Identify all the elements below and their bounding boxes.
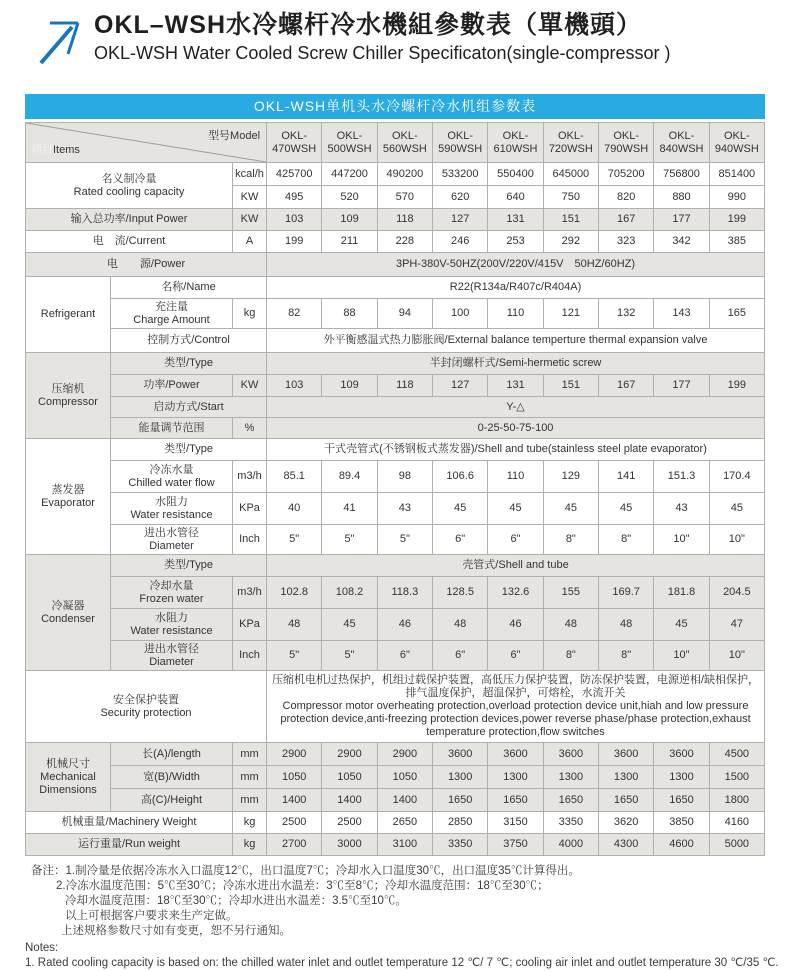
unit-cell: mm xyxy=(233,743,267,766)
value-cell: 3600 xyxy=(654,743,709,766)
value-cell: 1400 xyxy=(377,789,432,812)
value-cell: 143 xyxy=(654,299,709,329)
value-cell: 4000 xyxy=(543,834,598,856)
value-cell: 570 xyxy=(377,186,432,209)
value-cell: 167 xyxy=(599,209,654,231)
model-header-cell: OKL- 790WSH xyxy=(599,123,654,163)
row-label-diameter: 进出水管径 Diameter xyxy=(111,641,233,671)
value-cell: 1650 xyxy=(543,789,598,812)
notes-zh xyxy=(25,864,785,939)
items-label: 项目Items xyxy=(31,144,80,156)
value-cell: 132.6 xyxy=(488,577,543,609)
value-cell: 550400 xyxy=(488,163,543,186)
value-cell: 447200 xyxy=(322,163,377,186)
value-cell: 8" xyxy=(543,525,598,555)
unit-cell: Inch xyxy=(233,641,267,671)
model-header-cell: OKL- 840WSH xyxy=(654,123,709,163)
value-cell: 520 xyxy=(322,186,377,209)
row-label-power-supply: 电 源/Power xyxy=(26,253,267,277)
value-cell: 3350 xyxy=(543,812,598,834)
value-cell: 1650 xyxy=(599,789,654,812)
value-cell: 3350 xyxy=(433,834,488,856)
value-cell: 127 xyxy=(433,209,488,231)
value-cell: 43 xyxy=(377,493,432,525)
value-cell: 132 xyxy=(599,299,654,329)
unit-cell: KW xyxy=(233,186,267,209)
value-cell: 620 xyxy=(433,186,488,209)
unit-cell: KW xyxy=(233,209,267,231)
value-cell: 108.2 xyxy=(322,577,377,609)
row-label-charge-amount: 充注量 Charge Amount xyxy=(111,299,233,329)
arrow-up-right-icon xyxy=(36,10,94,73)
value-cell: 8" xyxy=(543,641,598,671)
value-cell: 5" xyxy=(322,641,377,671)
value-cell: 8" xyxy=(599,641,654,671)
value-cell: 165 xyxy=(709,299,764,329)
row-label-input-power: 输入总功率/Input Power xyxy=(26,209,233,231)
value-cell: 292 xyxy=(543,231,598,253)
value-cell: 3600 xyxy=(433,743,488,766)
value-cell: 43 xyxy=(654,493,709,525)
value-cell: 46 xyxy=(488,609,543,641)
value-cell: 118.3 xyxy=(377,577,432,609)
value-cell: 5" xyxy=(377,525,432,555)
value-cell: 5000 xyxy=(709,834,764,856)
row-label-machinery-weight: 机械重量/Machinery Weight xyxy=(26,812,233,834)
spec-table xyxy=(25,122,765,856)
unit-cell: kg xyxy=(233,834,267,856)
model-header-cell: OKL- 500WSH xyxy=(322,123,377,163)
value-cell: 4160 xyxy=(709,812,764,834)
unit-cell: m3/h xyxy=(233,461,267,493)
row-label-name: 名称/Name xyxy=(111,277,267,299)
value-cell: 880 xyxy=(654,186,709,209)
value-cell: 1050 xyxy=(322,766,377,789)
value-cell: 5" xyxy=(322,525,377,555)
span-value: R22(R134a/R407c/R404A) xyxy=(267,277,765,299)
row-label-current: 电 流/Current xyxy=(26,231,233,253)
value-cell: 106.6 xyxy=(433,461,488,493)
notes-en-label: Notes: xyxy=(25,942,59,954)
span-value: 0-25-50-75-100 xyxy=(267,418,765,439)
model-label: 型号Model xyxy=(208,130,261,142)
value-cell: 110 xyxy=(488,299,543,329)
note-line-zh: 备注：1.制冷量是依据冷冻水入口温度12℃，出口温度7℃；冷却水入口温度30℃，出口温度35℃计算得出。 xyxy=(31,865,580,877)
value-cell: 851400 xyxy=(709,163,764,186)
unit-cell: m3/h xyxy=(233,577,267,609)
value-cell: 155 xyxy=(543,577,598,609)
note-line-zh: 2.冷冻水温度范围：5℃至30℃；冷冻水进出水温差：3℃至8℃；冷却水温度范围：18℃至30℃； xyxy=(56,880,549,892)
value-cell: 750 xyxy=(543,186,598,209)
value-cell: 1800 xyxy=(709,789,764,812)
value-cell: 199 xyxy=(709,209,764,231)
page-header xyxy=(0,0,790,73)
group-label-evaporator: 蒸发器 Evaporator xyxy=(26,439,111,555)
value-cell: 45 xyxy=(709,493,764,525)
titles xyxy=(94,10,671,65)
value-cell: 323 xyxy=(599,231,654,253)
row-label-water-resistance: 水阻力 Water resistance xyxy=(111,493,233,525)
value-cell: 1650 xyxy=(488,789,543,812)
note-line-en: 1. Rated cooling capacity is based on: the chilled water inlet and outlet temperature 12 ℃/ 7 ℃; cooling air inlet and outlet temperature 30 ℃/35 ℃. xyxy=(25,957,779,969)
value-cell: 94 xyxy=(377,299,432,329)
group-label-mechanical-dimensions: 机械尺寸 Mechanical Dimensions xyxy=(26,743,111,812)
value-cell: 246 xyxy=(433,231,488,253)
value-cell: 490200 xyxy=(377,163,432,186)
value-cell: 131 xyxy=(488,375,543,397)
value-cell: 1050 xyxy=(377,766,432,789)
row-label-water-resistance: 水阻力 Water resistance xyxy=(111,609,233,641)
value-cell: 82 xyxy=(267,299,322,329)
row-label-control: 控制方式/Control xyxy=(111,329,267,353)
value-cell: 45 xyxy=(322,609,377,641)
row-label-capacity-control: 能量调节范围 xyxy=(111,418,233,439)
value-cell: 1400 xyxy=(267,789,322,812)
value-cell: 45 xyxy=(433,493,488,525)
value-cell: 6" xyxy=(433,525,488,555)
value-cell: 131 xyxy=(488,209,543,231)
value-cell: 645000 xyxy=(543,163,598,186)
model-header-cell: OKL- 590WSH xyxy=(433,123,488,163)
value-cell: 40 xyxy=(267,493,322,525)
note-line-zh: 上述规格参数尺寸如有变更，恕不另行通知。 xyxy=(61,925,291,937)
value-cell: 2700 xyxy=(267,834,322,856)
value-cell: 4600 xyxy=(654,834,709,856)
value-cell: 151 xyxy=(543,375,598,397)
value-cell: 1300 xyxy=(654,766,709,789)
note-line-zh: 以上可根据客户要求来生产定做。 xyxy=(65,910,238,922)
value-cell: 128.5 xyxy=(433,577,488,609)
security-protection-text: 压缩机电机过热保护，机组过载保护装置，高低压力保护装置，防冻保护装置，电源逆相/缺相保护，排气温度保护，超温保护，可熔栓，水流开关 Compressor motor overheating protection,overload protection device unit,hiah and low pressure protection device,anti-freezing protection devices,power reverse phase/phase protection,exhaust temperature protection,flow switches xyxy=(267,671,765,743)
row-label-type: 类型/Type xyxy=(111,555,267,577)
value-cell: 1650 xyxy=(433,789,488,812)
value-cell: 169.7 xyxy=(599,577,654,609)
value-cell: 1050 xyxy=(267,766,322,789)
value-cell: 85.1 xyxy=(267,461,322,493)
row-label-security-protection: 安全保护装置 Security protection xyxy=(26,671,267,743)
value-cell: 2900 xyxy=(377,743,432,766)
span-value: 半封闭螺杆式/Semi-hermetic screw xyxy=(267,353,765,375)
value-cell: 253 xyxy=(488,231,543,253)
value-cell: 1300 xyxy=(599,766,654,789)
span-value: 外平衡感温式热力膨胀阀/External balance temperture thermal expansion valve xyxy=(267,329,765,353)
value-cell: 110 xyxy=(488,461,543,493)
value-cell: 6" xyxy=(488,525,543,555)
model-header-cell: OKL- 470WSH xyxy=(267,123,322,163)
row-label-comp-power: 功率/Power xyxy=(111,375,233,397)
value-cell: 170.4 xyxy=(709,461,764,493)
value-cell: 3600 xyxy=(543,743,598,766)
value-cell: 756800 xyxy=(654,163,709,186)
value-cell: 2650 xyxy=(377,812,432,834)
value-cell: 45 xyxy=(488,493,543,525)
value-cell: 385 xyxy=(709,231,764,253)
model-header-cell: OKL- 940WSH xyxy=(709,123,764,163)
value-cell: 45 xyxy=(599,493,654,525)
value-cell: 3620 xyxy=(599,812,654,834)
value-cell: 121 xyxy=(543,299,598,329)
value-cell: 1650 xyxy=(654,789,709,812)
row-label-diameter: 进出水管径 Diameter xyxy=(111,525,233,555)
value-cell: 10" xyxy=(654,641,709,671)
value-cell: 4300 xyxy=(599,834,654,856)
value-cell: 48 xyxy=(599,609,654,641)
value-cell: 1400 xyxy=(322,789,377,812)
group-label-compressor: 压缩机 Compressor xyxy=(26,353,111,439)
unit-cell: kg xyxy=(233,812,267,834)
value-cell: 495 xyxy=(267,186,322,209)
value-cell: 103 xyxy=(267,375,322,397)
row-label-height: 高(C)/Height xyxy=(111,789,233,812)
value-cell: 1300 xyxy=(433,766,488,789)
row-label-run-weight: 运行重量/Run weight xyxy=(26,834,233,856)
value-cell: 102.8 xyxy=(267,577,322,609)
unit-cell: kg xyxy=(233,299,267,329)
value-cell: 98 xyxy=(377,461,432,493)
page-title-zh: OKL–WSH水冷螺杆冷水機組參數表（單機頭） xyxy=(94,11,643,39)
unit-cell: % xyxy=(233,418,267,439)
corner-items-model-cell xyxy=(26,123,267,163)
value-cell: 167 xyxy=(599,375,654,397)
value-cell: 48 xyxy=(433,609,488,641)
value-cell: 4500 xyxy=(709,743,764,766)
model-header-cell: OKL- 720WSH xyxy=(543,123,598,163)
value-cell: 1500 xyxy=(709,766,764,789)
value-cell: 118 xyxy=(377,375,432,397)
value-cell: 228 xyxy=(377,231,432,253)
value-cell: 45 xyxy=(654,609,709,641)
row-label-type: 类型/Type xyxy=(111,439,267,461)
row-label-length: 长(A)/length xyxy=(111,743,233,766)
value-cell: 3150 xyxy=(488,812,543,834)
value-cell: 6" xyxy=(488,641,543,671)
model-header-cell: OKL- 560WSH xyxy=(377,123,432,163)
unit-cell: KPa xyxy=(233,493,267,525)
value-cell: 820 xyxy=(599,186,654,209)
value-cell: 211 xyxy=(322,231,377,253)
value-cell: 2850 xyxy=(433,812,488,834)
value-cell: 705200 xyxy=(599,163,654,186)
value-cell: 199 xyxy=(709,375,764,397)
span-value: Y-△ xyxy=(267,397,765,418)
value-cell: 141 xyxy=(599,461,654,493)
value-cell: 3750 xyxy=(488,834,543,856)
row-label-type: 类型/Type xyxy=(111,353,267,375)
model-header-cell: OKL- 610WSH xyxy=(488,123,543,163)
value-cell: 109 xyxy=(322,375,377,397)
span-value: 干式壳管式(不锈钢板式蒸发器)/Shell and tube(stainless steel plate evaporator) xyxy=(267,439,765,461)
value-cell: 48 xyxy=(543,609,598,641)
value-cell: 3000 xyxy=(322,834,377,856)
value-cell: 177 xyxy=(654,375,709,397)
table-banner-title: OKL-WSH单机头水冷螺杆冷水机组参数表 xyxy=(25,94,765,119)
unit-cell: Inch xyxy=(233,525,267,555)
value-cell: 151.3 xyxy=(654,461,709,493)
unit-cell: mm xyxy=(233,789,267,812)
spec-table-body xyxy=(26,123,765,856)
value-cell: 1300 xyxy=(543,766,598,789)
value-cell: 88 xyxy=(322,299,377,329)
value-cell: 425700 xyxy=(267,163,322,186)
unit-cell: kcal/h xyxy=(233,163,267,186)
row-label-width: 宽(B)/Width xyxy=(111,766,233,789)
row-label-rated-cooling: 名义制冷量 Rated cooling capacity xyxy=(26,163,233,209)
note-line-zh: 冷却水温度范围：18℃至30℃；冷却水进出水温差：3.5℃至10℃。 xyxy=(65,895,407,907)
span-value: 壳管式/Shell and tube xyxy=(267,555,765,577)
value-cell: 100 xyxy=(433,299,488,329)
value-cell: 5" xyxy=(267,641,322,671)
value-cell: 118 xyxy=(377,209,432,231)
value-cell: 177 xyxy=(654,209,709,231)
value-cell: 204.5 xyxy=(709,577,764,609)
value-cell: 46 xyxy=(377,609,432,641)
value-cell: 3600 xyxy=(488,743,543,766)
value-cell: 199 xyxy=(267,231,322,253)
value-cell: 3100 xyxy=(377,834,432,856)
value-cell: 41 xyxy=(322,493,377,525)
value-cell: 640 xyxy=(488,186,543,209)
value-cell: 2900 xyxy=(267,743,322,766)
value-cell: 2900 xyxy=(322,743,377,766)
value-cell: 151 xyxy=(543,209,598,231)
value-cell: 45 xyxy=(543,493,598,525)
value-cell: 103 xyxy=(267,209,322,231)
value-cell: 129 xyxy=(543,461,598,493)
value-cell: 6" xyxy=(377,641,432,671)
value-cell: 10" xyxy=(709,641,764,671)
unit-cell: KW xyxy=(233,375,267,397)
value-cell: 48 xyxy=(267,609,322,641)
value-cell: 10" xyxy=(654,525,709,555)
row-label-start: 启动方式/Start xyxy=(111,397,267,418)
group-label-refrigerant: Refrigerant xyxy=(26,277,111,353)
value-cell: 6" xyxy=(433,641,488,671)
value-cell: 2500 xyxy=(322,812,377,834)
value-cell: 3600 xyxy=(599,743,654,766)
unit-cell: A xyxy=(233,231,267,253)
page-title-en: OKL-WSH Water Cooled Screw Chiller Specificaton(single-compressor ) xyxy=(94,43,671,63)
value-cell: 2500 xyxy=(267,812,322,834)
value-cell: 8" xyxy=(599,525,654,555)
value-cell: 3850 xyxy=(654,812,709,834)
value-cell: 89.4 xyxy=(322,461,377,493)
span-value: 3PH-380V-50HZ(200V/220V/415V 50HZ/60HZ) xyxy=(267,253,765,277)
unit-cell: KPa xyxy=(233,609,267,641)
value-cell: 47 xyxy=(709,609,764,641)
notes-en xyxy=(25,956,785,971)
value-cell: 5" xyxy=(267,525,322,555)
value-cell: 342 xyxy=(654,231,709,253)
row-label-chilled-water-flow: 冷冻水量 Chilled water flow xyxy=(111,461,233,493)
value-cell: 1300 xyxy=(488,766,543,789)
value-cell: 10" xyxy=(709,525,764,555)
value-cell: 127 xyxy=(433,375,488,397)
unit-cell: mm xyxy=(233,766,267,789)
row-label-frozen-water: 冷却水量 Frozen water xyxy=(111,577,233,609)
group-label-condenser: 冷凝器 Condenser xyxy=(26,555,111,671)
value-cell: 181.8 xyxy=(654,577,709,609)
value-cell: 533200 xyxy=(433,163,488,186)
notes xyxy=(25,864,785,971)
value-cell: 109 xyxy=(322,209,377,231)
value-cell: 990 xyxy=(709,186,764,209)
